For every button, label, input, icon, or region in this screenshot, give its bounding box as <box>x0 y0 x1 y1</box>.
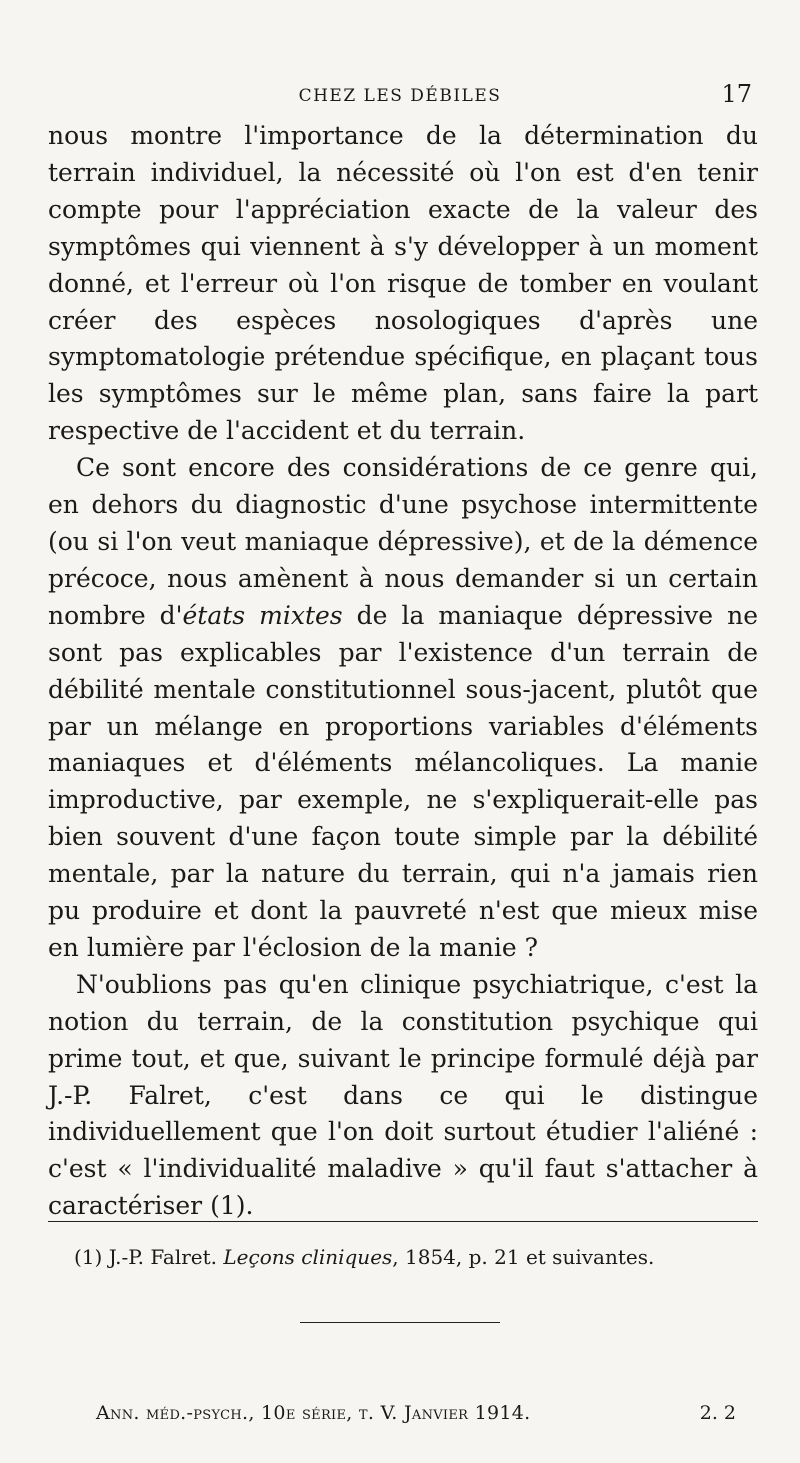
body-text <box>48 118 758 1225</box>
paragraph-3: N'oublions pas qu'en clinique psychiatrique, c'est la notion du terrain, de la constitution psychique qui prime tout, et que, suivant le principe formulé déjà par J.-P. Falret, c'est dans ce qui le distingue individuellement que l'on doit surtout étudier l'aliéné : c'est « l'individualité maladive » qu'il faut s'attacher à caractériser (1). <box>48 969 758 1221</box>
sheet-signature: 2. 2 <box>699 1402 736 1424</box>
footnote-ref: (1) J.-P. Falret. <box>74 1245 224 1269</box>
footnote-title: Leçons cliniques <box>223 1245 393 1269</box>
footnote <box>74 1244 764 1270</box>
paragraph-1: nous montre l'importance de la détermination du terrain individuel, la nécessité où l'on est d'en tenir compte pour l'appréciation exacte de la valeur des symptômes qui viennent à s'y développer à un moment donné, et l'erreur où l'on risque de tomber en voulant créer des espèces nosologiques d'après une symptomatologie prétendue spécifique, en plaçant tous les symptômes sur le même plan, sans faire la part respective de l'accident et du terrain. <box>48 121 758 446</box>
italic-term: états mixtes <box>182 600 343 630</box>
signature-line <box>96 1402 736 1432</box>
page-number: 17 <box>721 80 752 108</box>
footnote-rest: , 1854, p. 21 et suivantes. <box>392 1245 655 1269</box>
footnote-rule <box>48 1221 758 1222</box>
paragraph-2-end: de la maniaque dépressive ne sont pas explicables par l'existence d'un terrain de débilité mentale constitutionnel sous-jacent, plutôt que par un mélange en proportions variables d'éléments maniaques et d'éléments mélancoliques. La manie improductive, par exemple, ne s'expliquerait-elle pas bien souvent d'une façon toute simple par la débilité mentale, par la nature du terrain, qui n'a jamais rien pu produire et dont la pauvreté n'est que mieux mise en lumière par l'éclosion de la manie ? <box>48 600 758 962</box>
paragraph-2-start: Ce sont encore des considérations de ce genre qui, en dehors du diagnostic d'une psychose intermittente (ou si l'on veut maniaque dépressive), et de la démence précoce, nous amènent à nous demander si un certain nombre d' <box>48 453 758 630</box>
paragraph-2 <box>48 450 758 967</box>
journal-signature: Ann. méd.-psych., 10e série, t. V. Janvier 1914. <box>96 1402 531 1424</box>
end-rule <box>300 1322 500 1323</box>
running-title: CHEZ LES DÉBILES <box>298 86 502 106</box>
running-head <box>48 80 752 114</box>
